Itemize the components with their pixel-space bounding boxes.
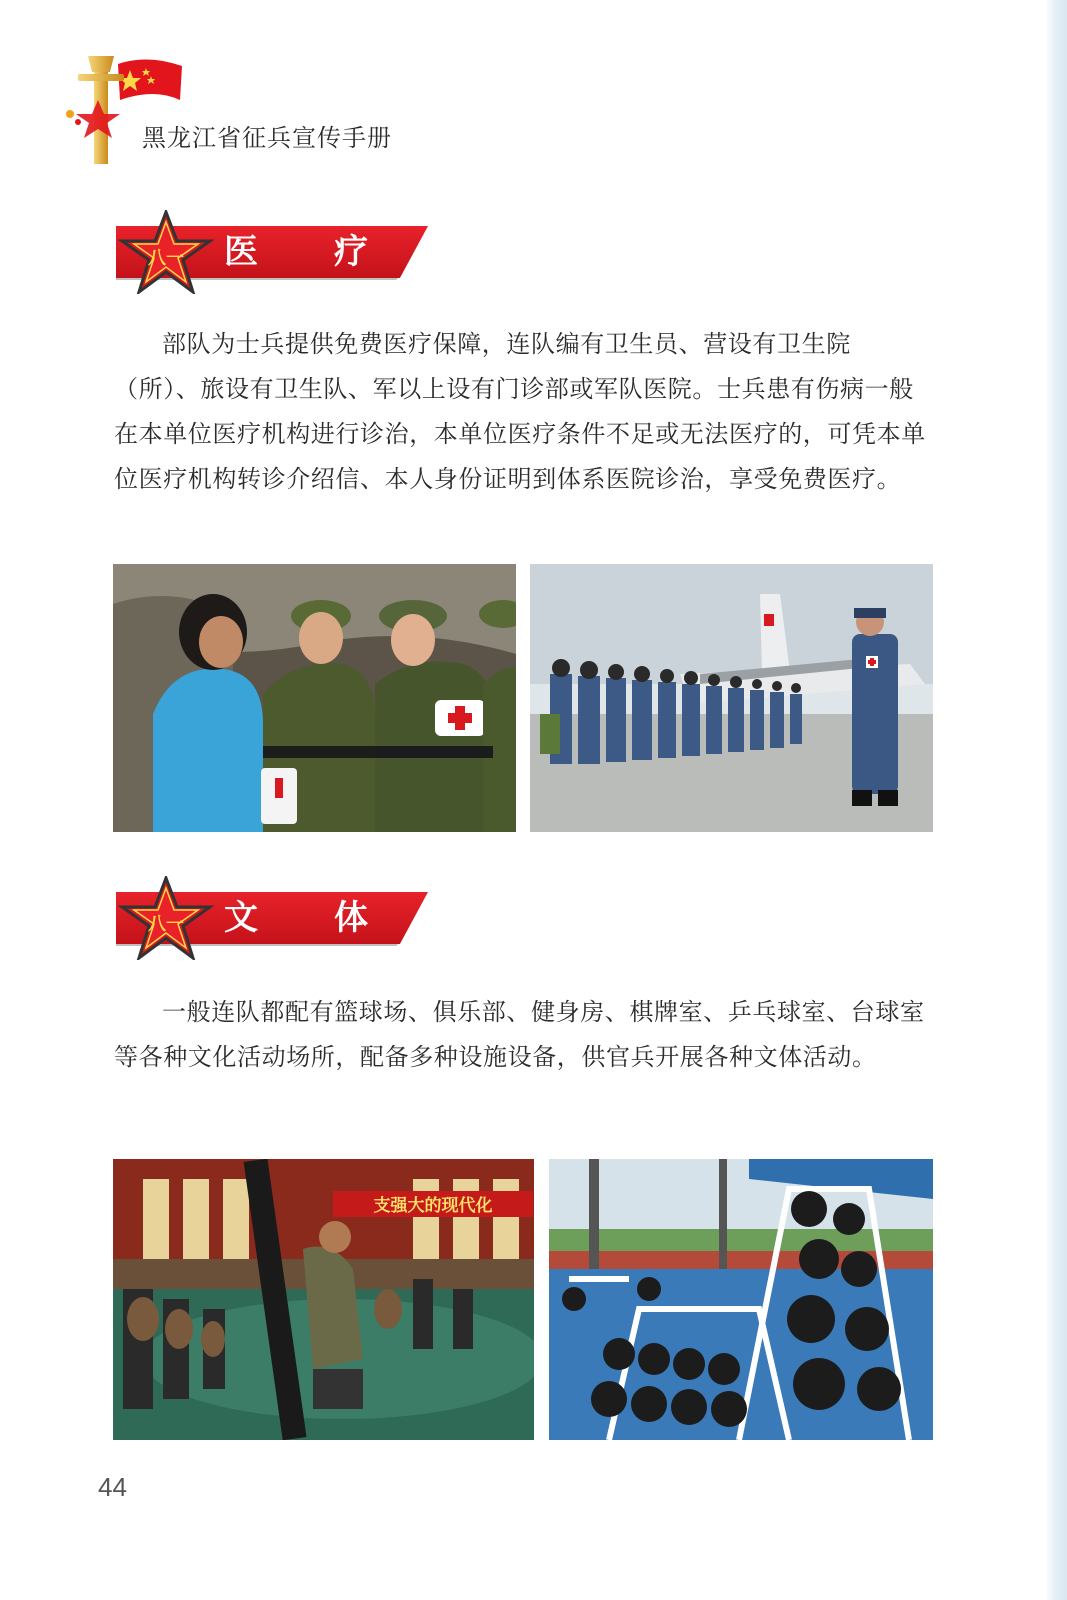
section-banner-culture-sports (112, 876, 432, 958)
culture-sports-paragraph: 一般连队都配有篮球场、俱乐部、健身房、棋牌室、乒乓球室、台球室等各种文化活动场所，配备多种设施设备，供官兵开展各种文体活动。 (114, 998, 925, 1071)
photo-indoor-gym (113, 1159, 534, 1440)
bayi-star-icon (118, 210, 214, 294)
bayi-star-icon (118, 876, 214, 960)
photo-formation-aircraft (530, 564, 933, 832)
header-title: 黑龙江省征兵宣传手册 (142, 124, 392, 152)
section-heading-char: 文 (224, 898, 258, 938)
section-banner-medical (112, 210, 432, 292)
photo-medics-civilian (113, 564, 516, 832)
section-heading-char: 体 (334, 898, 368, 938)
page-edge (1045, 0, 1067, 1600)
section-heading-char: 疗 (334, 232, 368, 272)
section-heading-char: 医 (224, 232, 258, 272)
emblem-text: 八一 (148, 248, 184, 269)
photo-outdoor-weights (549, 1159, 933, 1440)
emblem-text: 八一 (148, 914, 184, 935)
medical-paragraph: 部队为士兵提供免费医疗保障，连队编有卫生员、营设有卫生院（所）、旅设有卫生队、军以上设有门诊部或军队医院。士兵患有伤病一般在本单位医疗机构进行诊治，本单位医疗条件不足或无法医疗的，可凭本单位医疗机构转诊介绍信、本人身份证明到体系医院诊治，享受免费医疗。 (114, 330, 926, 493)
page-number: 44 (98, 1472, 127, 1502)
gym-banner-text: 支强大的现代化 (373, 1196, 493, 1216)
